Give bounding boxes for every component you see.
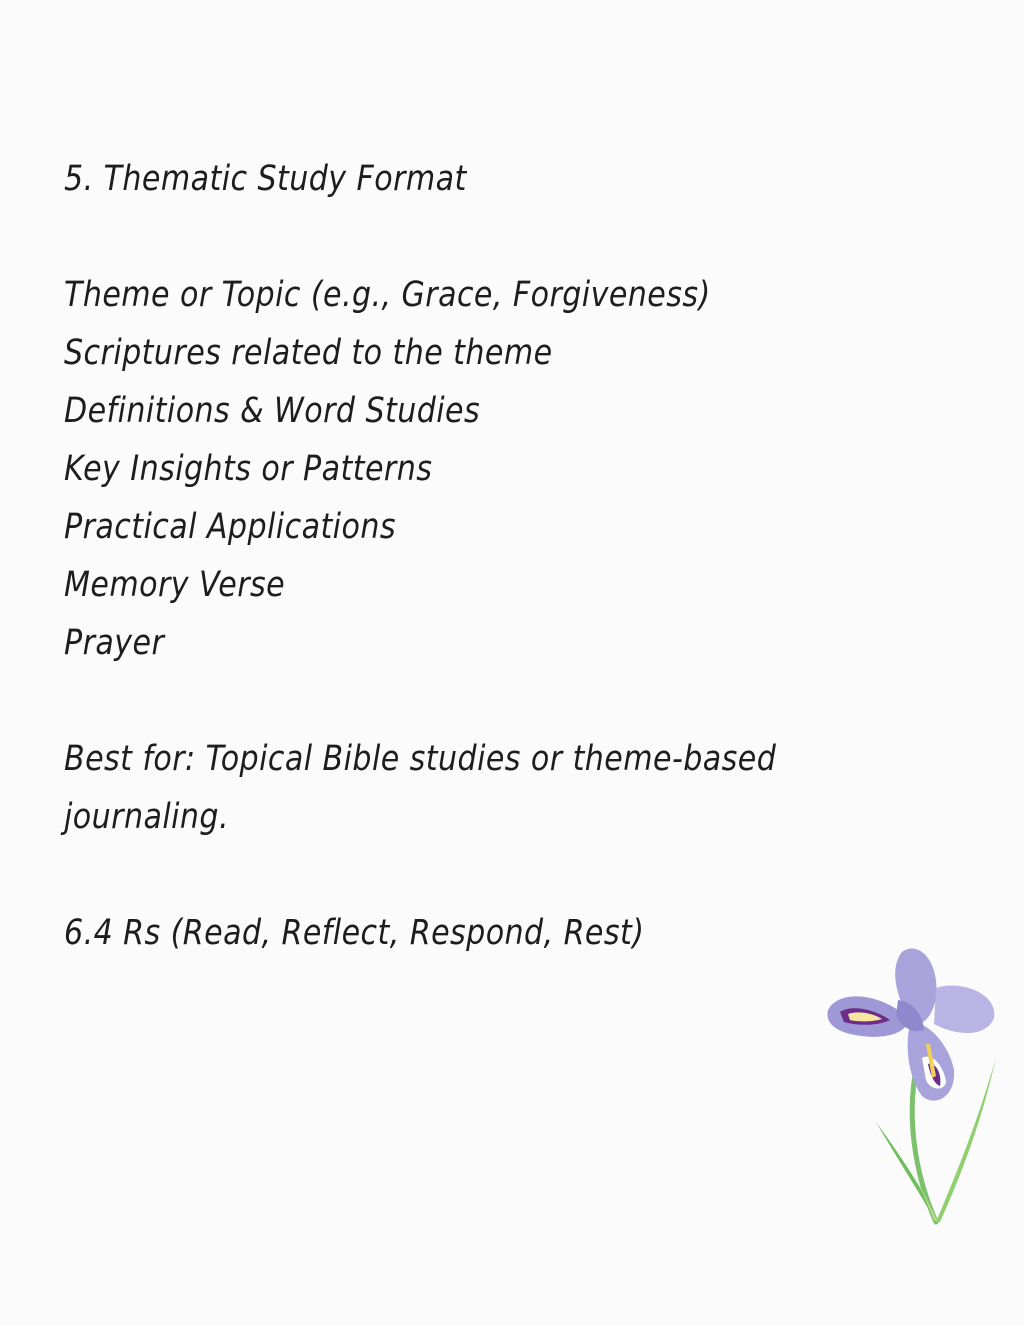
list-item: Theme or Topic (e.g., Grace, Forgiveness): [64, 275, 711, 315]
spacer: [64, 672, 924, 730]
text-content: [64, 150, 924, 962]
list-item: Scriptures related to the theme: [64, 333, 553, 373]
section-heading: 5. Thematic Study Format: [64, 159, 467, 199]
list-item: Practical Applications: [64, 507, 396, 547]
leaf-left: [876, 1122, 936, 1222]
best-for-note: Best for: Topical Bible studies or theme-based journaling.: [64, 739, 777, 837]
spacer: [64, 208, 924, 266]
list-item: Key Insights or Patterns: [64, 449, 433, 489]
spacer: [64, 846, 924, 904]
iris-flower-icon: [818, 940, 1008, 1230]
next-section-heading: 6.4 Rs (Read, Reflect, Respond, Rest): [64, 913, 645, 953]
petal-right: [934, 986, 994, 1033]
list-item: Prayer: [64, 623, 165, 663]
list-item: Definitions & Word Studies: [64, 391, 481, 431]
list-item: Memory Verse: [64, 565, 286, 605]
